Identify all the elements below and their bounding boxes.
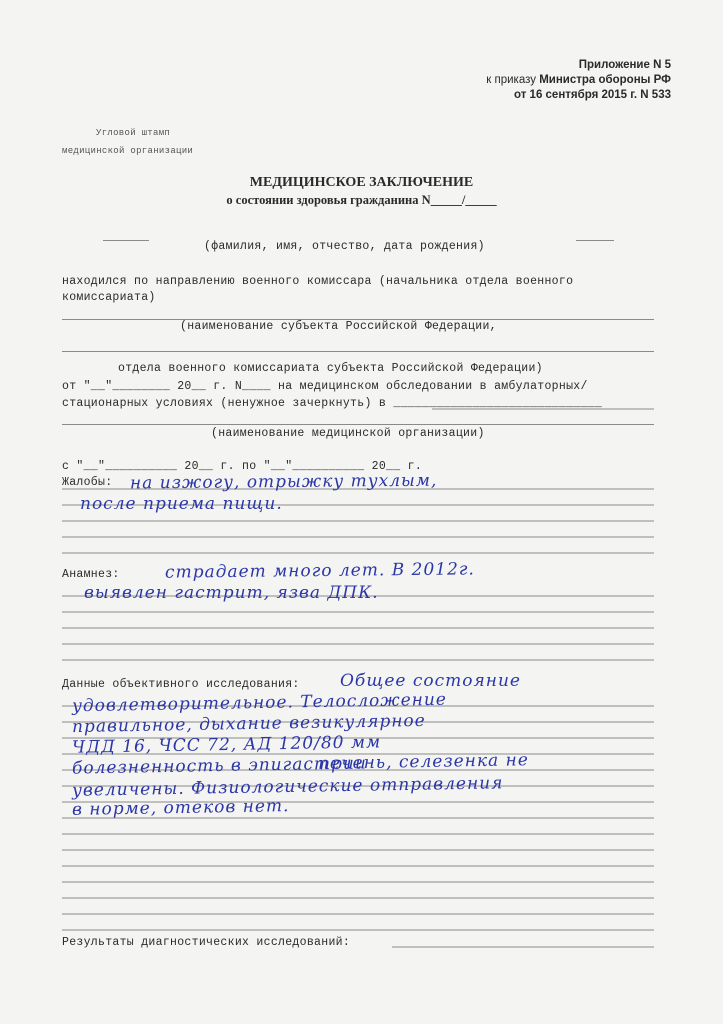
subject-caption: (наименование субъекта Российской Федерации, <box>180 320 497 333</box>
period-line: с "__"__________ 20__ г. по "__"__________ 20__ г. <box>62 460 423 473</box>
appendix-date: от 16 сентября 2015 г. N 533 <box>513 89 671 101</box>
appendix-order-authority: Министра обороны РФ <box>539 74 671 86</box>
handwriting-objective-2: удовлетворительное. Телосложение <box>71 689 448 717</box>
document-subtitle: о состоянии здоровья гражданина N_____/_____ <box>226 193 497 207</box>
handwriting-objective-4: ЧДД 16, ЧСС 72, АД 120/80 мм <box>71 732 382 758</box>
handwriting-objective-3: правильное, дыхание везикулярное <box>71 710 426 738</box>
handwriting-objective-6: печень, селезенка не <box>317 750 530 774</box>
complaints-label: Жалобы: <box>62 476 113 489</box>
handwriting-objective-7: увеличены. Физиологические отправления <box>71 773 504 801</box>
name-caption: (фамилия, имя, отчество, дата рождения) <box>204 240 485 253</box>
stamp-label-line1: Угловой штамп <box>96 128 171 138</box>
appendix-number: Приложение N 5 <box>578 59 671 71</box>
handwriting-objective-8: в норме, отеков нет. <box>71 796 290 820</box>
conditions-line: стационарных условиях (ненужное зачеркнуть) в _____________________________ <box>62 397 603 410</box>
referral-line-1: находился по направлению военного комиссара (начальника отдела военного <box>62 275 574 288</box>
appendix-order-prefix: к приказу <box>486 74 540 86</box>
handwriting-objective-5: болезненность в эпигастрии <box>71 753 367 779</box>
objective-label: Данные объективного исследования: <box>62 678 300 691</box>
referral-line-2: комиссариата) <box>62 291 156 304</box>
document-title: МЕДИЦИНСКОЕ ЗАКЛЮЧЕНИЕ <box>249 175 474 190</box>
handwriting-objective-1: Общее состояние <box>340 671 521 691</box>
exam-date-line: от "__"________ 20__ г. N____ на медицинском обследовании в амбулаторных/ <box>62 380 588 393</box>
diagnostics-label: Результаты диагностических исследований: <box>62 936 351 949</box>
handwriting-anamnesis-1: страдает много лет. В 2012г. <box>164 559 475 583</box>
anamnesis-label: Анамнез: <box>62 568 120 581</box>
handwriting-anamnesis-2: выявлен гастрит, язва ДПК. <box>84 583 379 603</box>
handwriting-complaints-2: после приема пищи. <box>80 494 283 514</box>
stamp-label-line2: медицинской организации <box>62 146 194 156</box>
handwriting-complaints-1: на изжогу, отрыжку тухлым, <box>129 470 438 494</box>
department-caption: отдела военного комиссариата субъекта Российской Федерации) <box>118 362 543 375</box>
organization-caption: (наименование медицинской организации) <box>211 427 485 440</box>
